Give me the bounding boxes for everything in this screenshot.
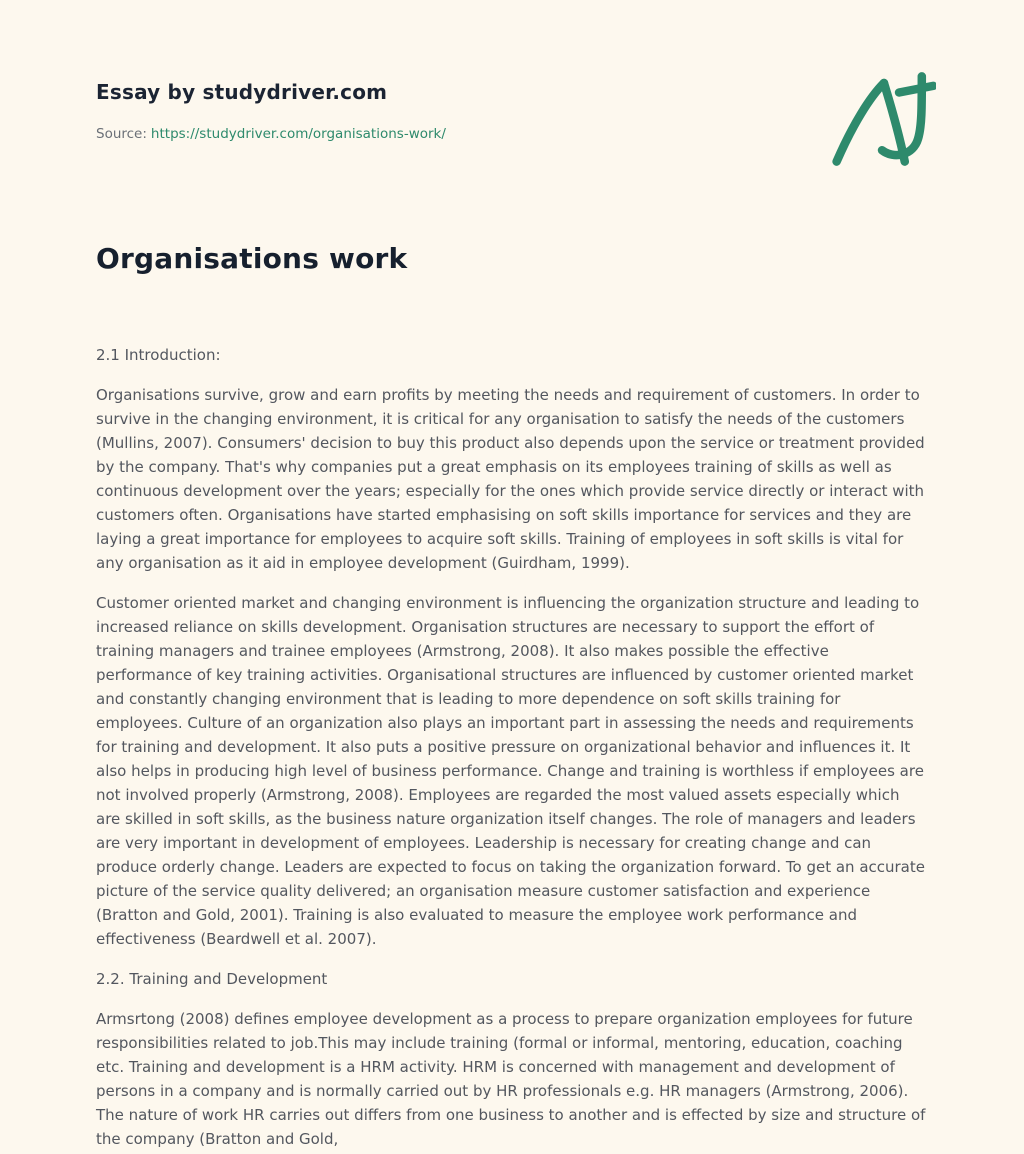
paragraph-introduction-1: Organisations survive, grow and earn profits by meeting the needs and requirement of customers. In order to survive in the changing environment, it is critical for any organisation to satisfy the needs of the customers (Mullins, 2007). Consumers' decision to buy this product also depends upon the service or treatment provided by the company. That's why companies put a great emphasis on its employees training of skills as well as continuous development over the years; especially for the ones which provide service directly or interact with customers often. Organisations have started emphasising on soft skills importance for services and they are laying a great importance for employees to acquire soft skills. Training of employees in soft skills is vital for any organisation as it aid in employee development (Guirdham, 1999). <box>96 386 925 572</box>
studydriver-logo-icon <box>830 70 936 168</box>
page-title: Organisations work <box>96 242 408 275</box>
paragraph-training-development-1: Armsrtong (2008) defines employee development as a process to prepare organization employees for future responsibilities related to job.This may include training (formal or informal, mentoring, education, coaching etc. Training and development is a HRM activity. HRM is concerned with management and development of persons in a company and is normally carried out by HR professionals e.g. HR managers (Armstrong, 2006). The nature of work HR carries out differs from one business to another and is effected by size and structure of the company (Bratton and Gold, <box>96 1010 926 1148</box>
paragraph-introduction-2: Customer oriented market and changing environment is influencing the organization structure and leading to increased reliance on skills development. Organisation structures are necessary to support the effort of training managers and trainee employees (Armstrong, 2008). It also makes possible the effective performance of key training activities. Organisational structures are influenced by customer oriented market and constantly changing environment that is leading to more dependence on soft skills training for employees. Culture of an organization also plays an important part in assessing the needs and requirements for training and development. It also puts a positive pressure on organizational behavior and influences it. It also helps in producing high level of business performance. Change and training is worthless if employees are not involved properly (Armstrong, 2008). Employees are regarded the most valued assets especially which are skilled in soft skills, as the business nature organization itself changes. The role of managers and leaders are very important in development of employees. Leadership is necessary for creating change and can produce orderly change. Leaders are expected to focus on taking the organization forward. To get an accurate picture of the service quality delivered; an organisation measure customer satisfaction and experience (Bratton and Gold, 2001). Training is also evaluated to measure the employee work performance and effectiveness (Beardwell et al. 2007). <box>96 594 925 948</box>
section-heading-training-development: 2.2. Training and Development <box>96 970 328 988</box>
section-heading-introduction: 2.1 Introduction: <box>96 346 221 364</box>
essay-byline: Essay by studydriver.com <box>96 80 388 104</box>
source-label: Source: <box>96 126 147 142</box>
source-line <box>96 126 928 142</box>
source-link[interactable]: https://studydriver.com/organisations-work/ <box>150 126 446 142</box>
